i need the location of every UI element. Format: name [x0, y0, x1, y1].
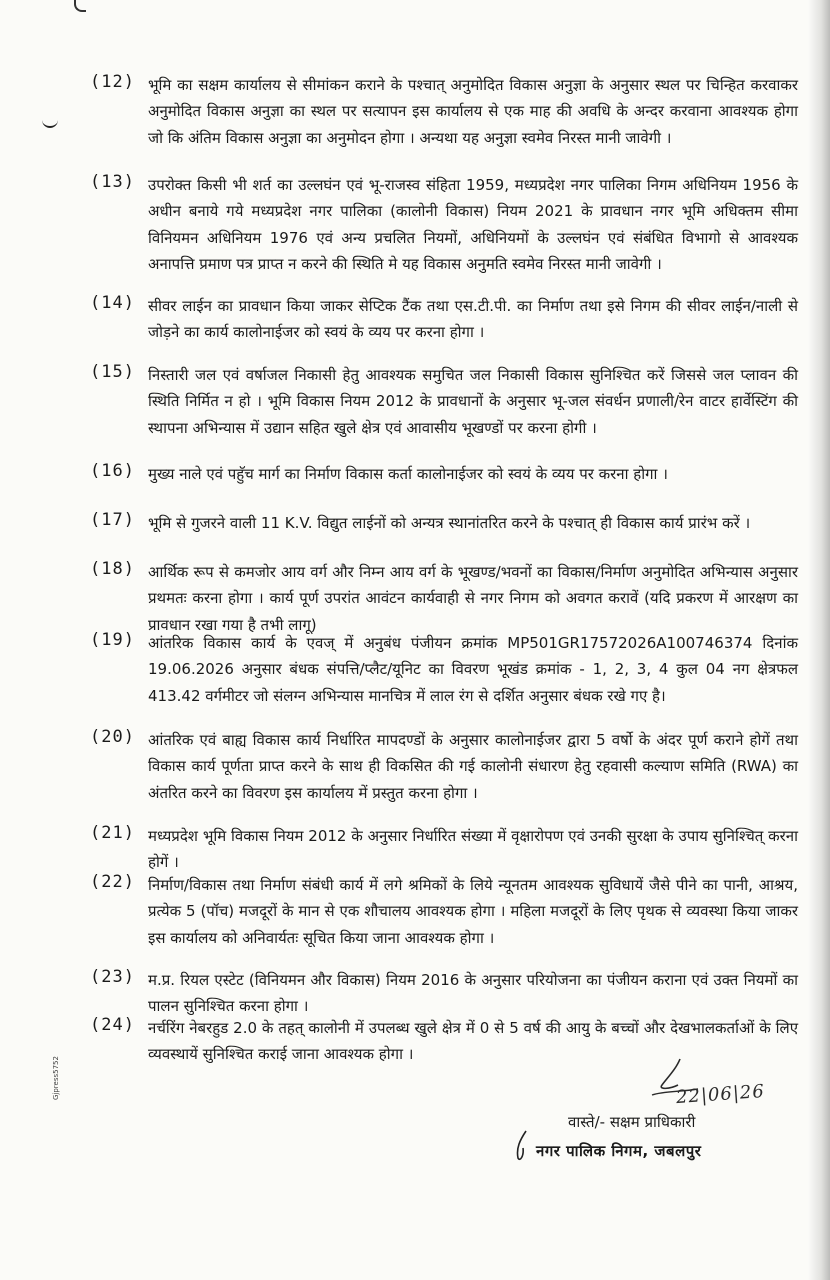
- clause-number: (15): [90, 362, 135, 382]
- clause-number: (21): [90, 823, 135, 843]
- clause-text: आर्थिक रूप से कमजोर आय वर्ग और निम्न आय वर्ग के भूखण्ड/भवनों का विकास/निर्माण अनुमोदित अभिन्यास अनुसार प्रथमतः करना होगा । कार्य पूर्ण उपरांत आवंटन कार्यवाही से नगर निगम को अवगत करावें (यदि प्रकरण में आरक्षण का प्रावधान रखा गया है तभी लागू): [148, 563, 798, 634]
- clause-text: आंतरिक एवं बाह्य विकास कार्य निर्धारित मापदण्डों के अनुसार कालोनाईजर द्वारा 5 वर्षो के अंदर पूर्ण कराने होगें तथा विकास कार्य पूर्णता प्राप्त करने के साथ ही विकसित की गई कालोनी संधारण हेतु रहवासी कल्याण समिति (RWA) का अंतरित करने का विवरण इस कार्यालय में प्रस्तुत करना होगा ।: [148, 731, 798, 802]
- signature-date: 22|06|26: [675, 1080, 766, 1109]
- clause-text: मध्यप्रदेश भूमि विकास नियम 2012 के अनुसार निर्धारित संख्या में वृक्षारोपण एवं उनकी सुरक्षा के उपाय सुनिश्चित् करना होगें ।: [148, 827, 798, 872]
- clause-text: भूमि का सक्षम कार्यालय से सीमांकन कराने के पश्चात् अनुमोदित विकास अनुज्ञा के अनुसार स्थल पर चिन्हित करवाकर अनुमोदित विकास अनुज्ञा का स्थल पर सत्यापन इस कार्यालय से एक माह की अवधि के अन्दर करवाना आवश्यक होगा जो कि अंतिम विकास अनुज्ञा का अनुमोदन होगा । अन्यथा यह अनुज्ञा स्वमेव निरस्त मानी जावेगी ।: [148, 76, 798, 147]
- side-stamp: Gjpress5752: [52, 1056, 60, 1100]
- clause-text: उपरोक्त किसी भी शर्त का उल्लघंन एवं भू-राजस्व संहिता 1959, मध्यप्रदेश नगर पालिका निगम अधिनियम 1956 के अधीन बनाये गये मध्यप्रदेश नगर पालिका (कालोनी विकास) नियम 2021 के प्रावधान नगर भूमि अधिक्तम सीमा विनियमन अधिनियम 1976 एवं अन्य प्रचलित नियमों, अधिनियमों के उल्लघंन एवं संबंधित विभागो से आवश्यक अनापत्ति प्रमाण पत्र प्राप्त न करने की स्थिति मे यह विकास अनुमति स्वमेव निरस्त मानी जावेगी ।: [148, 176, 798, 273]
- scan-shadow-edge: [808, 0, 830, 1280]
- clause-number: (12): [90, 72, 135, 92]
- margin-tick-mark: [42, 118, 58, 128]
- clause-text: मुख्य नाले एवं पहुॅच मार्ग का निर्माण विकास कर्ता कालोनाईजर को स्वयं के व्यय पर करना होगा ।: [148, 465, 668, 483]
- clause-number: (20): [90, 727, 135, 747]
- clause-number: (17): [90, 510, 135, 530]
- clause-number: (14): [90, 293, 135, 313]
- clause-number: (24): [90, 1015, 135, 1035]
- clause-text: भूमि से गुजरने वाली 11 K.V. विद्युत लाईनों को अन्यत्र स्थानांतरित करने के पश्चात् ही विकास कार्य प्रारंभ करें ।: [148, 514, 751, 532]
- signatory-designation: वास्ते/- सक्षम प्राधिकारी: [568, 1113, 696, 1131]
- clause-number: (22): [90, 872, 135, 892]
- clause-number: (23): [90, 967, 135, 987]
- clause-text: निस्तारी जल एवं वर्षाजल निकासी हेतु आवश्यक समुचित जल निकासी विकास सुनिश्चित करें जिससे जल प्लावन की स्थिति निर्मित न हो । भूमि विकास नियम 2012 के प्रावधानों के अनुसार भू-जल संवर्धन प्रणाली/रेन वाटर हार्वेस्टिंग की स्थापना अभिन्यास में उद्यान सहित खुले क्षेत्र एवं आवासीय भूखण्डों पर करना होगी ।: [148, 366, 798, 437]
- clause-number: (16): [90, 461, 135, 481]
- clause-text: नर्चरिंग नेबरहुड 2.0 के तहत् कालोनी में उपलब्ध खुले क्षेत्र में 0 से 5 वर्ष की आयु के बच्चों और देखभालकर्ताओं के लिए व्यवस्थायें सुनिश्चित कराई जाना आवश्यक होगा ।: [148, 1019, 798, 1064]
- clause-text: निर्माण/विकास तथा निर्माण संबंधी कार्य में लगे श्रमिकों के लिये न्यूनतम आवश्यक सुविधायें जैसे पीने का पानी, आश्रय, प्रत्येक 5 (पॉच) मजदूरों के मान से एक शौचालय आवश्यक होगा । महिला मजदूरों के लिए पृथक से व्यवस्था किया जाकर इस कार्यालय को अनिवार्यतः सूचित किया जाना आवश्यक होगा ।: [148, 876, 798, 947]
- pen-mark: [74, 0, 86, 12]
- clause-number: (13): [90, 172, 135, 192]
- clause-number: (18): [90, 559, 135, 579]
- clause-text: म.प्र. रियल एस्टेट (विनियमन और विकास) नियम 2016 के अनुसार परियोजना का पंजीयन कराना एवं उक्त नियमों का पालन सुनिश्चित करना होगा ।: [148, 971, 798, 1016]
- clause-text: सीवर लाईन का प्रावधान किया जाकर सेप्टिक टैंक तथा एस.टी.पी. का निर्माण तथा इसे निगम की सीवर लाईन/नाली से जोड़ने का कार्य कालोनाईजर को स्वयं के व्यय पर करना होगा ।: [148, 297, 798, 342]
- signatory-organisation: नगर पालिक निगम, जबलपुर: [536, 1142, 702, 1160]
- initials-scrawl: [510, 1128, 536, 1164]
- clause-number: (19): [90, 630, 135, 650]
- clause-text: आंतरिक विकास कार्य के एवज् में अनुबंध पंजीयन क्रमांक MP501GR17572026A100746374 दिनांक 19.06.2026 अनुसार बंधक संपत्ति/प्लैट/यूनिट का विवरण भूखंड क्रमांक - 1, 2, 3, 4 कुल 04 नग क्षेत्रफल 413.42 वर्गमीटर जो संलग्न अभिन्यास मानचित्र में लाल रंग से दर्शित अनुसार बंधक रखे गए है।: [148, 634, 798, 705]
